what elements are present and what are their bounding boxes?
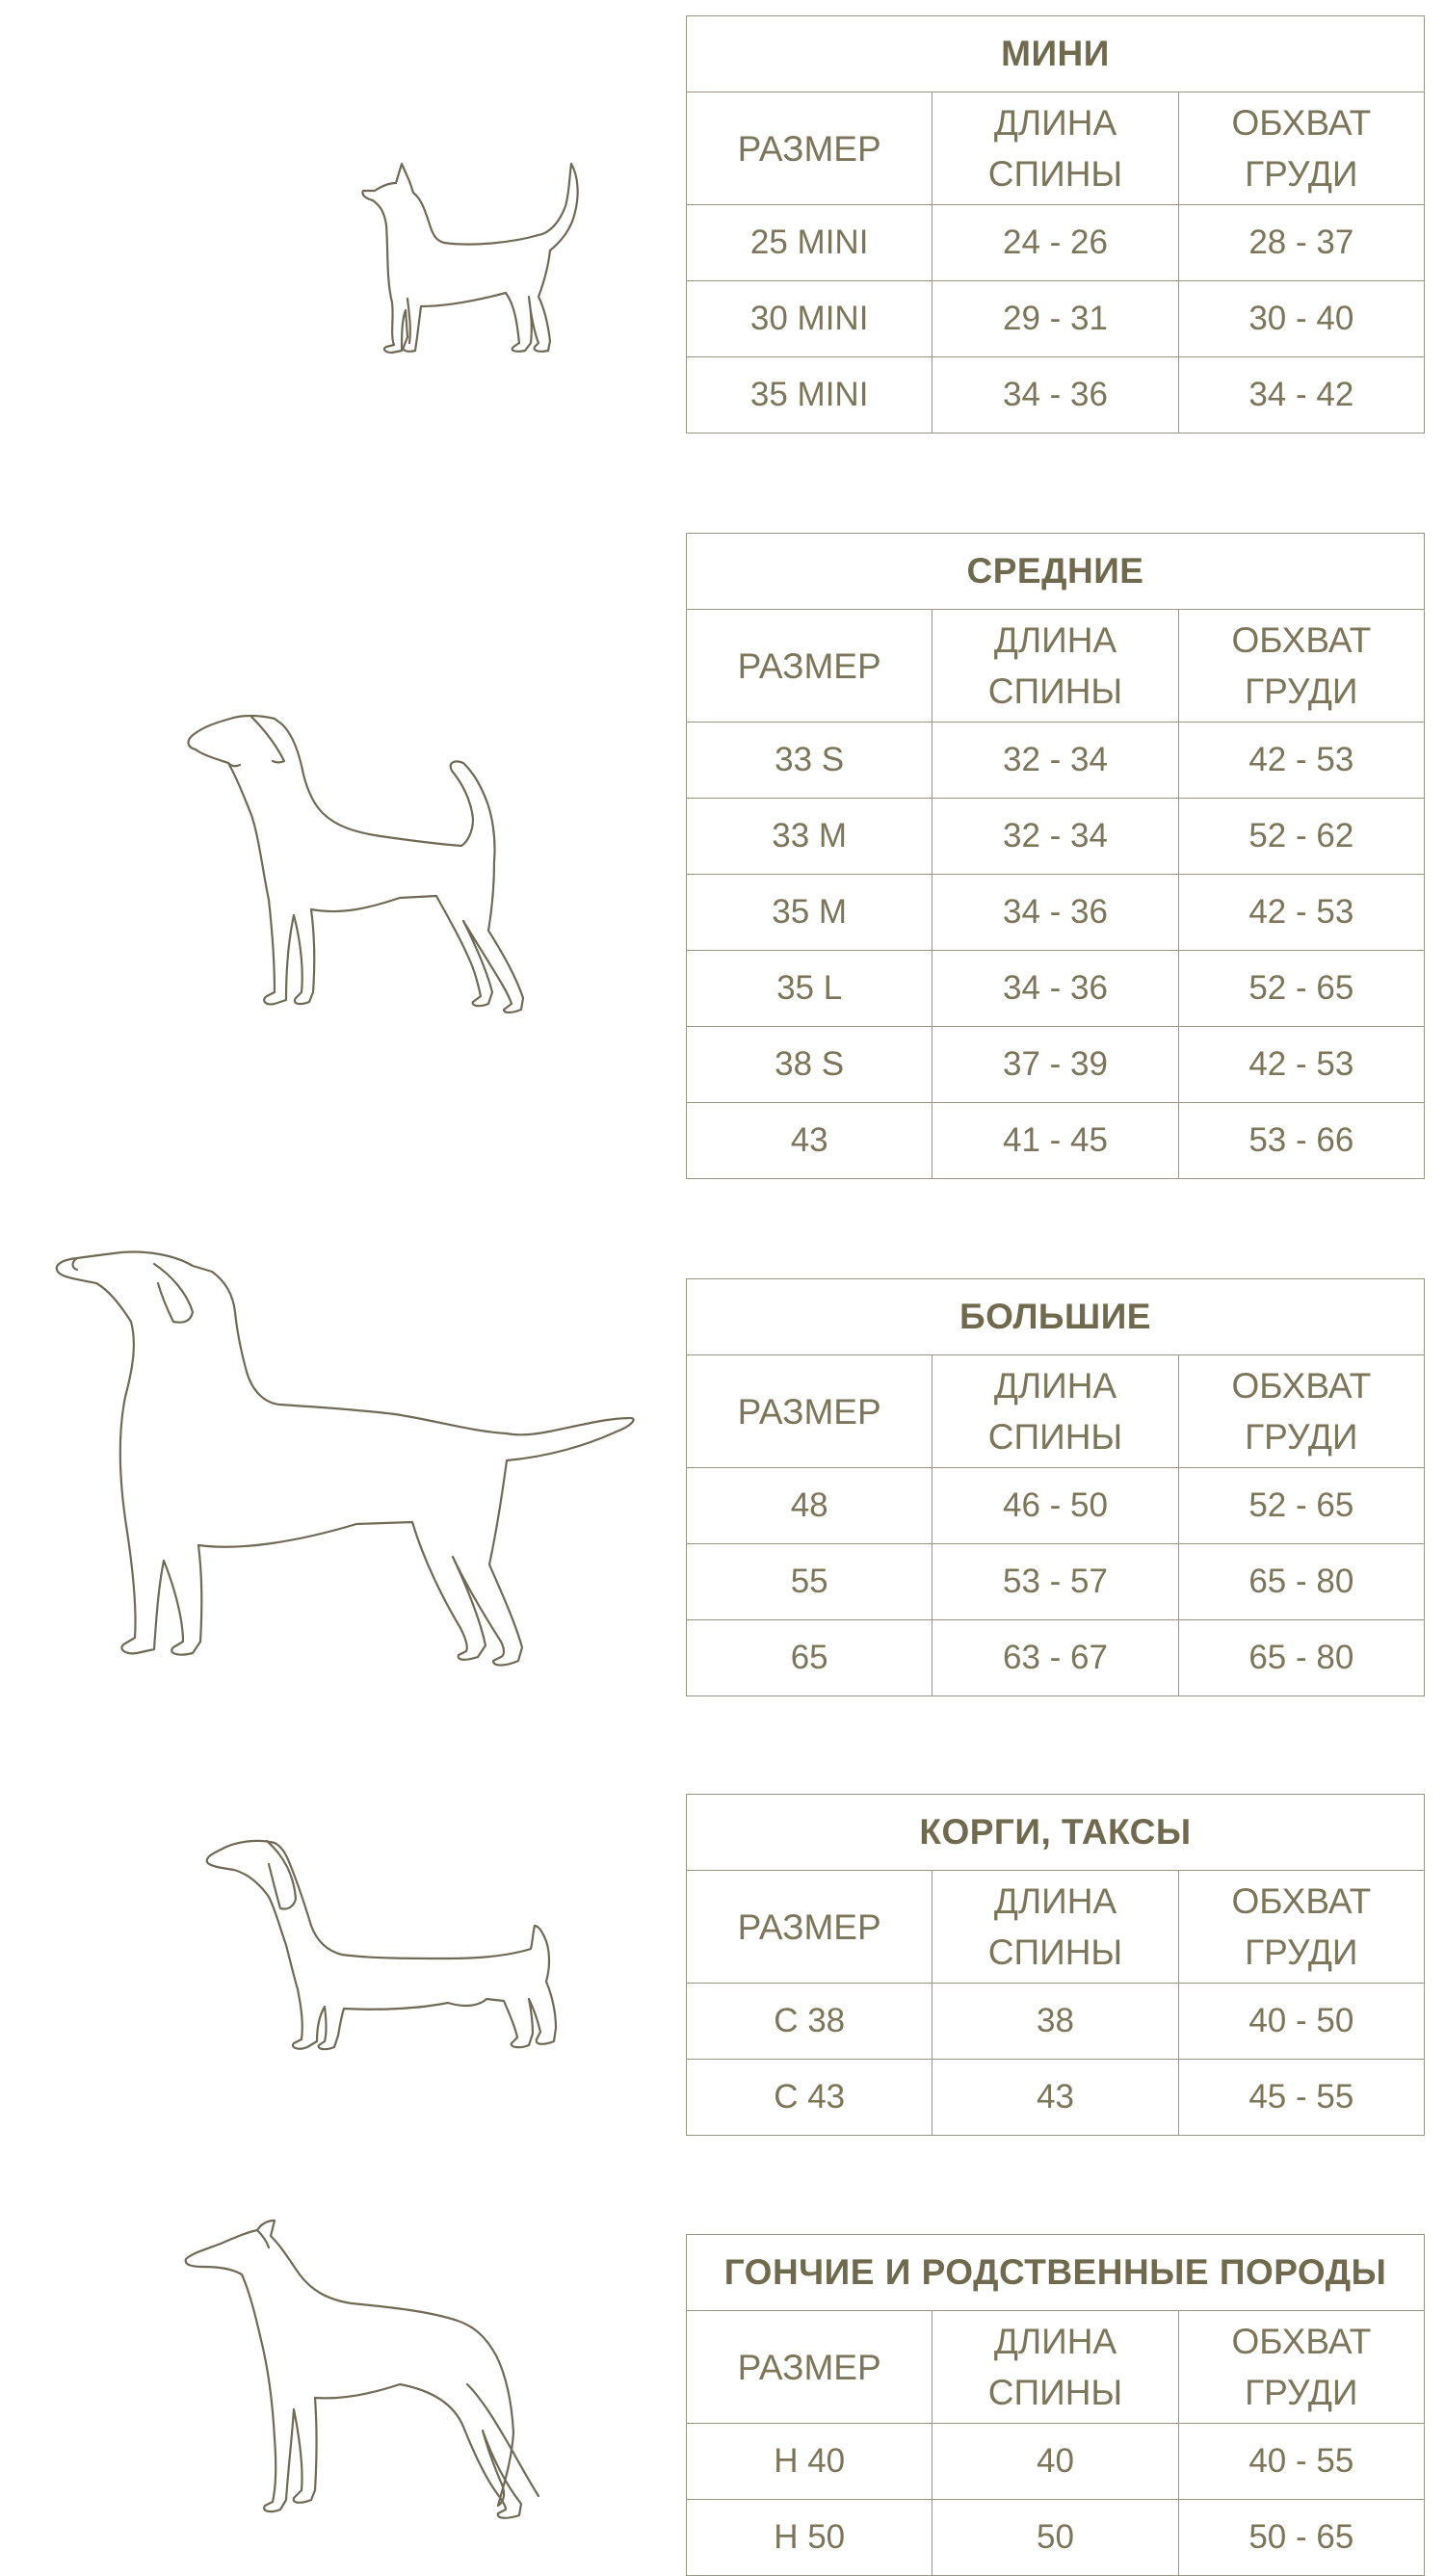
cell-chest: 34 - 42	[1178, 357, 1424, 434]
column-header-chest: ОБХВАТ ГРУДИ	[1178, 1355, 1424, 1468]
size-table-mini	[686, 15, 1425, 434]
column-header-back: ДЛИНА СПИНЫ	[933, 92, 1178, 205]
cell-back: 24 - 26	[933, 205, 1178, 281]
cell-chest: 42 - 53	[1178, 723, 1424, 799]
cell-back: 32 - 34	[933, 723, 1178, 799]
cell-size: 55	[687, 1544, 933, 1620]
cell-chest: 65 - 80	[1178, 1544, 1424, 1620]
terrier-icon	[178, 703, 583, 1021]
cell-back: 43	[933, 2060, 1178, 2136]
cell-size: 65	[687, 1620, 933, 1696]
cell-back: 53 - 57	[933, 1544, 1178, 1620]
cell-size: 33 M	[687, 799, 933, 875]
cell-chest: 65 - 80	[1178, 1620, 1424, 1696]
table-row	[687, 1468, 1425, 1544]
cell-back: 34 - 36	[933, 951, 1178, 1027]
column-header-chest: ОБХВАТ ГРУДИ	[1178, 1871, 1424, 1984]
table-title: ГОНЧИЕ И РОДСТВЕННЫЕ ПОРОДЫ	[687, 2235, 1425, 2311]
cell-size: 38 S	[687, 1027, 933, 1103]
column-header-size: РАЗМЕР	[687, 2311, 933, 2424]
cell-back: 34 - 36	[933, 875, 1178, 951]
cell-chest: 52 - 65	[1178, 1468, 1424, 1544]
cell-size: 43	[687, 1103, 933, 1179]
table-row	[687, 1620, 1425, 1696]
size-table-medium	[686, 533, 1425, 1179]
table-title: СРЕДНИЕ	[687, 534, 1425, 610]
cell-back: 29 - 31	[933, 281, 1178, 357]
cell-size: H 40	[687, 2424, 933, 2500]
table-row	[687, 1544, 1425, 1620]
greyhound-icon	[178, 2211, 592, 2529]
cell-size: H 50	[687, 2500, 933, 2576]
column-header-size: РАЗМЕР	[687, 92, 933, 205]
table-row	[687, 1103, 1425, 1179]
cell-back: 50	[933, 2500, 1178, 2576]
cell-chest: 53 - 66	[1178, 1103, 1424, 1179]
table-row	[687, 2424, 1425, 2500]
table-row	[687, 1984, 1425, 2060]
table-row	[687, 1027, 1425, 1103]
cell-size: 30 MINI	[687, 281, 933, 357]
table-row	[687, 799, 1425, 875]
table-row	[687, 205, 1425, 281]
cell-chest: 40 - 50	[1178, 1984, 1424, 2060]
cell-back: 63 - 67	[933, 1620, 1178, 1696]
size-table-large	[686, 1278, 1425, 1696]
table-row	[687, 357, 1425, 434]
table-row	[687, 2060, 1425, 2136]
cell-size: 35 M	[687, 875, 933, 951]
cell-chest: 45 - 55	[1178, 2060, 1424, 2136]
column-header-size: РАЗМЕР	[687, 610, 933, 723]
cell-back: 38	[933, 1984, 1178, 2060]
cell-chest: 40 - 55	[1178, 2424, 1424, 2500]
table-row	[687, 2500, 1425, 2576]
size-table-hounds	[686, 2234, 1425, 2576]
column-header-chest: ОБХВАТ ГРУДИ	[1178, 2311, 1424, 2424]
cell-chest: 30 - 40	[1178, 281, 1424, 357]
dachshund-icon	[197, 1826, 592, 2066]
cell-chest: 42 - 53	[1178, 875, 1424, 951]
column-header-back: ДЛИНА СПИНЫ	[933, 1871, 1178, 1984]
cell-size: 25 MINI	[687, 205, 933, 281]
cell-back: 46 - 50	[933, 1468, 1178, 1544]
cell-size: 48	[687, 1468, 933, 1544]
column-header-back: ДЛИНА СПИНЫ	[933, 1355, 1178, 1468]
cell-chest: 52 - 65	[1178, 951, 1424, 1027]
table-row	[687, 951, 1425, 1027]
cell-size: C 43	[687, 2060, 933, 2136]
table-title: БОЛЬШИЕ	[687, 1279, 1425, 1355]
table-title: КОРГИ, ТАКСЫ	[687, 1795, 1425, 1871]
table-row	[687, 875, 1425, 951]
labrador-icon	[48, 1243, 655, 1676]
column-header-size: РАЗМЕР	[687, 1355, 933, 1468]
cell-back: 32 - 34	[933, 799, 1178, 875]
cell-chest: 52 - 62	[1178, 799, 1424, 875]
cell-size: 35 L	[687, 951, 933, 1027]
cell-back: 37 - 39	[933, 1027, 1178, 1103]
chihuahua-icon	[352, 154, 592, 356]
size-table-corgi-dachshund	[686, 1794, 1425, 2136]
cell-chest: 50 - 65	[1178, 2500, 1424, 2576]
column-header-chest: ОБХВАТ ГРУДИ	[1178, 610, 1424, 723]
column-header-back: ДЛИНА СПИНЫ	[933, 610, 1178, 723]
column-header-back: ДЛИНА СПИНЫ	[933, 2311, 1178, 2424]
cell-size: 35 MINI	[687, 357, 933, 434]
table-title: МИНИ	[687, 16, 1425, 92]
cell-back: 34 - 36	[933, 357, 1178, 434]
cell-size: C 38	[687, 1984, 933, 2060]
table-row	[687, 723, 1425, 799]
column-header-chest: ОБХВАТ ГРУДИ	[1178, 92, 1424, 205]
cell-chest: 28 - 37	[1178, 205, 1424, 281]
cell-chest: 42 - 53	[1178, 1027, 1424, 1103]
cell-size: 33 S	[687, 723, 933, 799]
table-row	[687, 281, 1425, 357]
cell-back: 41 - 45	[933, 1103, 1178, 1179]
column-header-size: РАЗМЕР	[687, 1871, 933, 1984]
cell-back: 40	[933, 2424, 1178, 2500]
